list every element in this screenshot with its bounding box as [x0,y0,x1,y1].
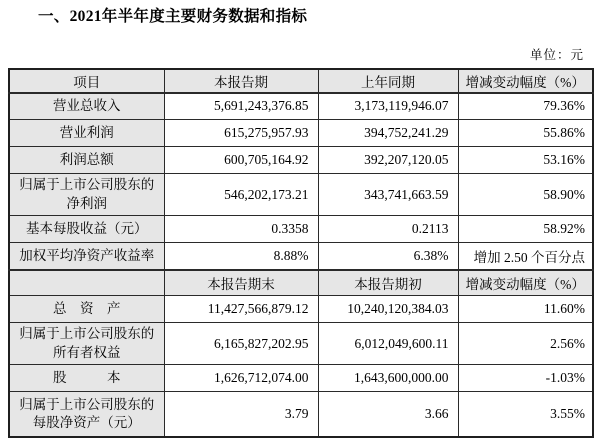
current-value: 5,691,243,376.85 [164,93,318,120]
prior-value: 6,012,049,600.11 [318,323,458,365]
current-value: 1,626,712,074.00 [164,365,318,392]
current-value: 11,427,566,879.12 [164,296,318,323]
table-row [9,392,593,437]
prior-value: 3,173,119,946.07 [318,93,458,120]
row-label: 基本每股收益（元） [9,216,164,243]
change-value: 增加 2.50 个百分点 [458,243,593,270]
section-title: 一、2021年半年度主要财务数据和指标 [38,8,308,25]
table-row [9,296,593,323]
current-value: 546,202,173.21 [164,174,318,216]
table-header-row [9,69,593,93]
change-value: 11.60% [458,296,593,323]
header-current-period: 本报告期 [164,69,318,93]
table-subheader-row [9,270,593,296]
prior-value: 1,643,600,000.00 [318,365,458,392]
change-value: 2.56% [458,323,593,365]
prior-value: 394,752,241.29 [318,120,458,147]
row-label: 归属于上市公司股东的净利润 [9,174,164,216]
subheader-empty [9,270,164,296]
current-value: 600,705,164.92 [164,147,318,174]
change-value: 79.36% [458,93,593,120]
current-value: 0.3358 [164,216,318,243]
prior-value: 10,240,120,384.03 [318,296,458,323]
current-value: 6,165,827,202.95 [164,323,318,365]
financial-indicators-table [8,68,594,438]
subheader-change: 增减变动幅度（%） [458,270,593,296]
subheader-period-start: 本报告期初 [318,270,458,296]
current-value: 8.88% [164,243,318,270]
table-row [9,365,593,392]
current-value: 615,275,957.93 [164,120,318,147]
row-label: 营业利润 [9,120,164,147]
table-row [9,216,593,243]
change-value: -1.03% [458,365,593,392]
header-change: 增减变动幅度（%） [458,69,593,93]
table-row [9,93,593,120]
change-value: 58.90% [458,174,593,216]
prior-value: 343,741,663.59 [318,174,458,216]
financial-table-body [9,69,593,437]
header-item: 项目 [9,69,164,93]
prior-value: 392,207,120.05 [318,147,458,174]
table-row [9,174,593,216]
row-label: 归属于上市公司股东的每股净资产（元） [9,392,164,437]
prior-value: 6.38% [318,243,458,270]
prior-value: 3.66 [318,392,458,437]
table-row [9,323,593,365]
row-label: 归属于上市公司股东的所有者权益 [9,323,164,365]
table-row [9,243,593,270]
subheader-period-end: 本报告期末 [164,270,318,296]
row-label: 利润总额 [9,147,164,174]
change-value: 3.55% [458,392,593,437]
current-value: 3.79 [164,392,318,437]
unit-label: 单位：元 [529,47,584,62]
row-label: 营业总收入 [9,93,164,120]
row-label: 股 本 [9,365,164,392]
table-row [9,147,593,174]
change-value: 58.92% [458,216,593,243]
change-value: 53.16% [458,147,593,174]
prior-value: 0.2113 [318,216,458,243]
row-label: 加权平均净资产收益率 [9,243,164,270]
change-value: 55.86% [458,120,593,147]
header-prior-period: 上年同期 [318,69,458,93]
table-row [9,120,593,147]
row-label: 总 资 产 [9,296,164,323]
